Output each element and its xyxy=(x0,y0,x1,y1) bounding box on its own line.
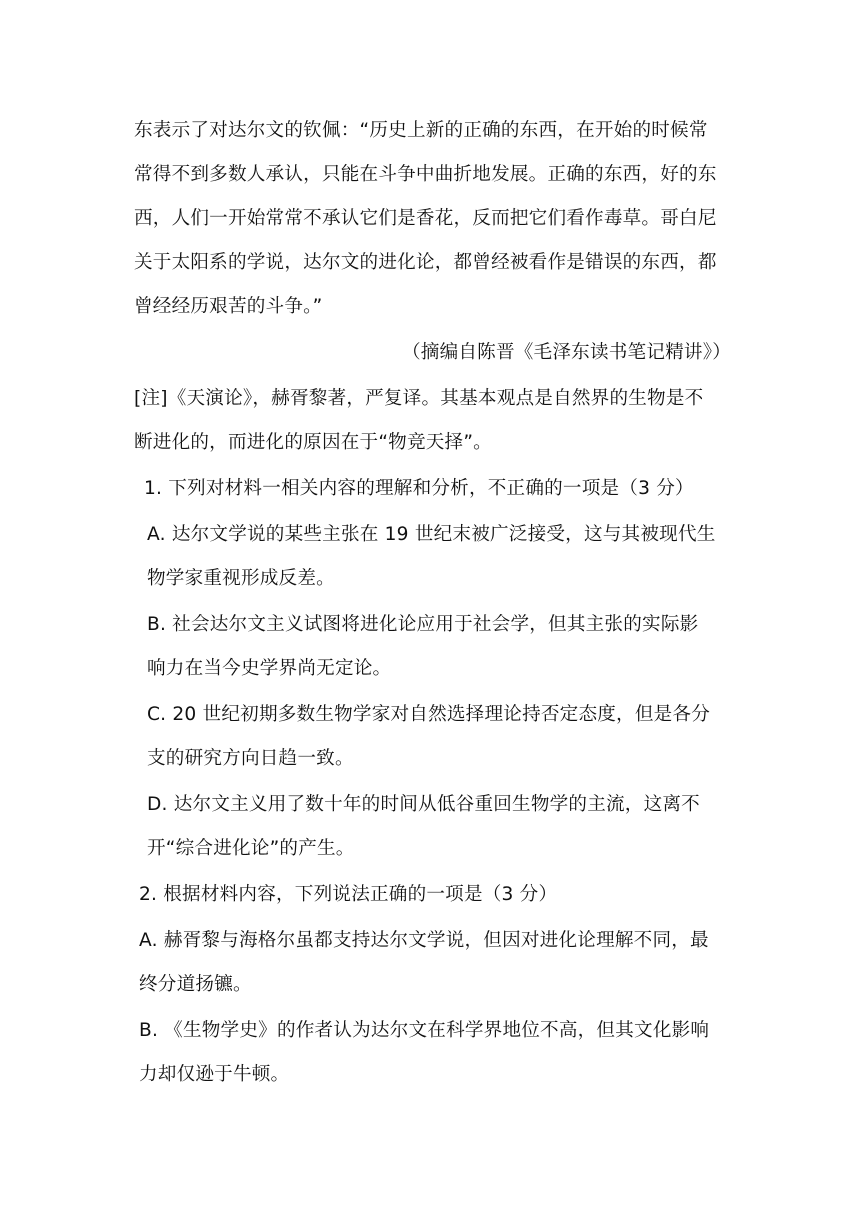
note-line-2: 断进化的，而进化的原因在于“物竞天择”。 xyxy=(134,432,492,453)
question-1-option-a-line-1: A. 达尔文学说的某些主张在 19 世纪末被广泛接受，这与其被现代生 xyxy=(147,524,716,545)
question-1-option-b-line-2: 响力在当今史学界尚无定论。 xyxy=(147,658,392,679)
question-1-option-c-line-1: C. 20 世纪初期多数生物学家对自然选择理论持否定态度，但是各分 xyxy=(147,704,711,725)
question-1-option-d-line-2: 开“综合进化论”的产生。 xyxy=(147,838,355,859)
question-1-stem: 1. 下列对材料一相关内容的理解和分析，不正确的一项是（3 分） xyxy=(144,478,694,499)
question-2-option-a-line-1: A. 赫胥黎与海格尔虽都支持达尔文学说，但因对进化论理解不同，最 xyxy=(139,930,709,951)
question-1-option-d-line-1: D. 达尔文主义用了数十年的时间从低谷重回生物学的主流，这离不 xyxy=(147,794,700,815)
question-2-option-b-line-1: B. 《生物学史》的作者认为达尔文在科学界地位不高，但其文化影响 xyxy=(139,1020,710,1041)
question-1-option-b-line-1: B. 社会达尔文主义试图将进化论应用于社会学，但其主张的实际影 xyxy=(147,614,699,635)
question-1-option-a-line-2: 物学家重视形成反差。 xyxy=(147,568,335,589)
question-2-option-a-line-2: 终分道扬镳。 xyxy=(139,974,252,995)
passage-line-2: 常得不到多数人承认，只能在斗争中曲折地发展。正确的东西，好的东 xyxy=(134,164,717,185)
passage-line-5: 曾经经历艰苦的斗争。” xyxy=(134,296,323,317)
note-line-1: [注]《天演论》，赫胥黎著，严复译。其基本观点是自然界的生物是不 xyxy=(134,388,704,409)
question-2-option-b-line-2: 力却仅逊于牛顿。 xyxy=(139,1064,290,1085)
passage-line-4: 关于太阳系的学说，达尔文的进化论，都曾经被看作是错误的东西，都 xyxy=(134,252,717,273)
passage-line-3: 西，人们一开始常常不承认它们是香花，反而把它们看作毒草。哥白尼 xyxy=(134,208,717,229)
source-citation: （摘编自陈晋《毛泽东读书笔记精讲》） xyxy=(402,342,731,363)
question-1-option-c-line-2: 支的研究方向日趋一致。 xyxy=(147,748,354,769)
question-2-stem: 2. 根据材料内容，下列说法正确的一项是（3 分） xyxy=(139,884,558,905)
passage-line-1: 东表示了对达尔文的钦佩：“历史上新的正确的东西，在开始的时候常 xyxy=(134,120,708,141)
